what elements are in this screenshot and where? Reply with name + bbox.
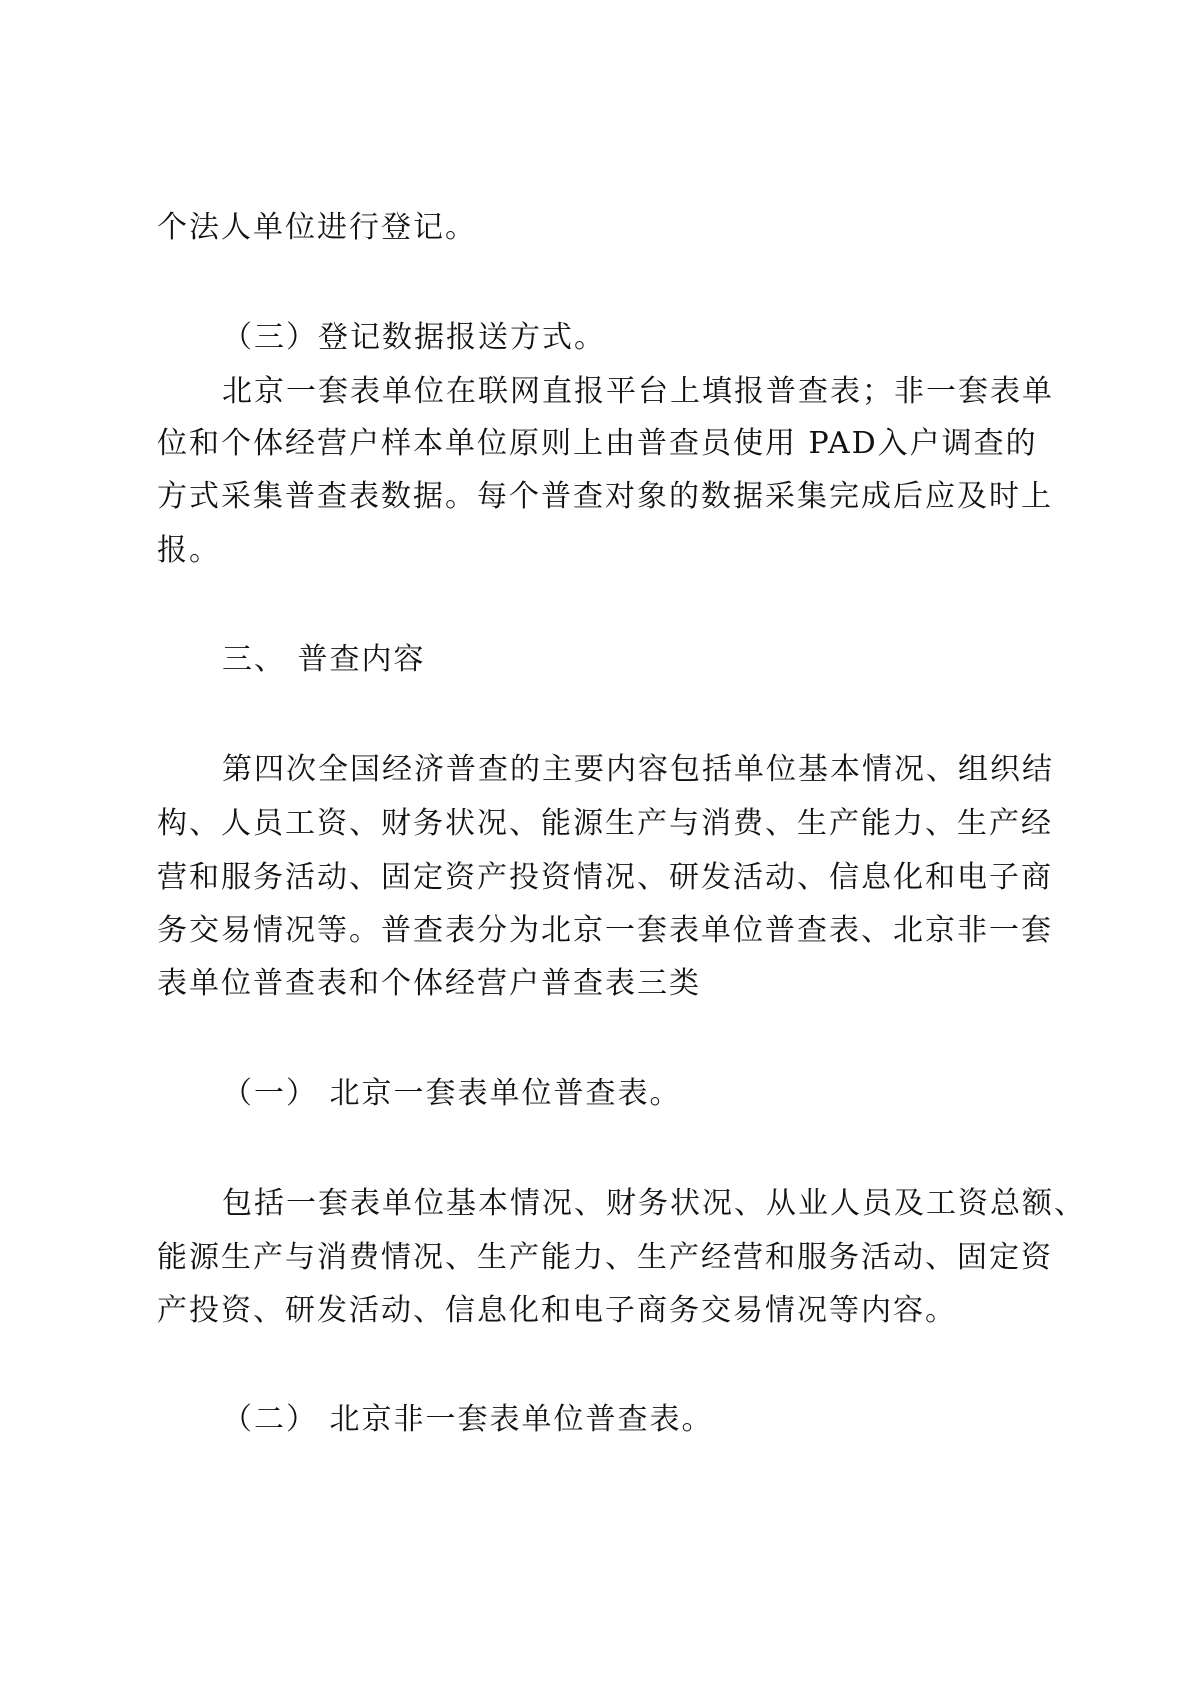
paragraph-line: 表单位普查表和个体经营户普查表三类 <box>157 966 701 1001</box>
paragraph-line: 北京一套表单位在联网直报平台上填报普查表；非一套表单 <box>222 374 1054 409</box>
paragraph-line: 营和服务活动、固定资产投资情况、研发活动、信息化和电子商 <box>157 860 1053 895</box>
paragraph-line: 构、人员工资、财务状况、能源生产与消费、生产能力、生产经 <box>157 806 1053 841</box>
section-heading: 三、 普查内容 <box>222 642 426 677</box>
paragraph-line: 位和个体经营户样本单位原则上由普查员使用 PAD入户调查的 <box>157 426 1038 461</box>
paragraph-line: 个法人单位进行登记。 <box>157 210 477 245</box>
section-heading: （一） 北京一套表单位普查表。 <box>222 1076 682 1111</box>
paragraph-line: 方式采集普查表数据。每个普查对象的数据采集完成后应及时上 <box>157 479 1053 514</box>
paragraph-line: 包括一套表单位基本情况、财务状况、从业人员及工资总额、 <box>222 1186 1086 1221</box>
section-heading: （二） 北京非一套表单位普查表。 <box>222 1402 714 1437</box>
paragraph-line: 能源生产与消费情况、生产能力、生产经营和服务活动、固定资 <box>157 1240 1053 1275</box>
paragraph-line: 产投资、研发活动、信息化和电子商务交易情况等内容。 <box>157 1293 957 1328</box>
paragraph-line: 务交易情况等。普查表分为北京一套表单位普查表、北京非一套 <box>157 913 1053 948</box>
section-heading: （三）登记数据报送方式。 <box>222 320 606 355</box>
paragraph-line: 第四次全国经济普查的主要内容包括单位基本情况、组织结 <box>222 752 1054 787</box>
paragraph-line: 报。 <box>157 533 221 568</box>
